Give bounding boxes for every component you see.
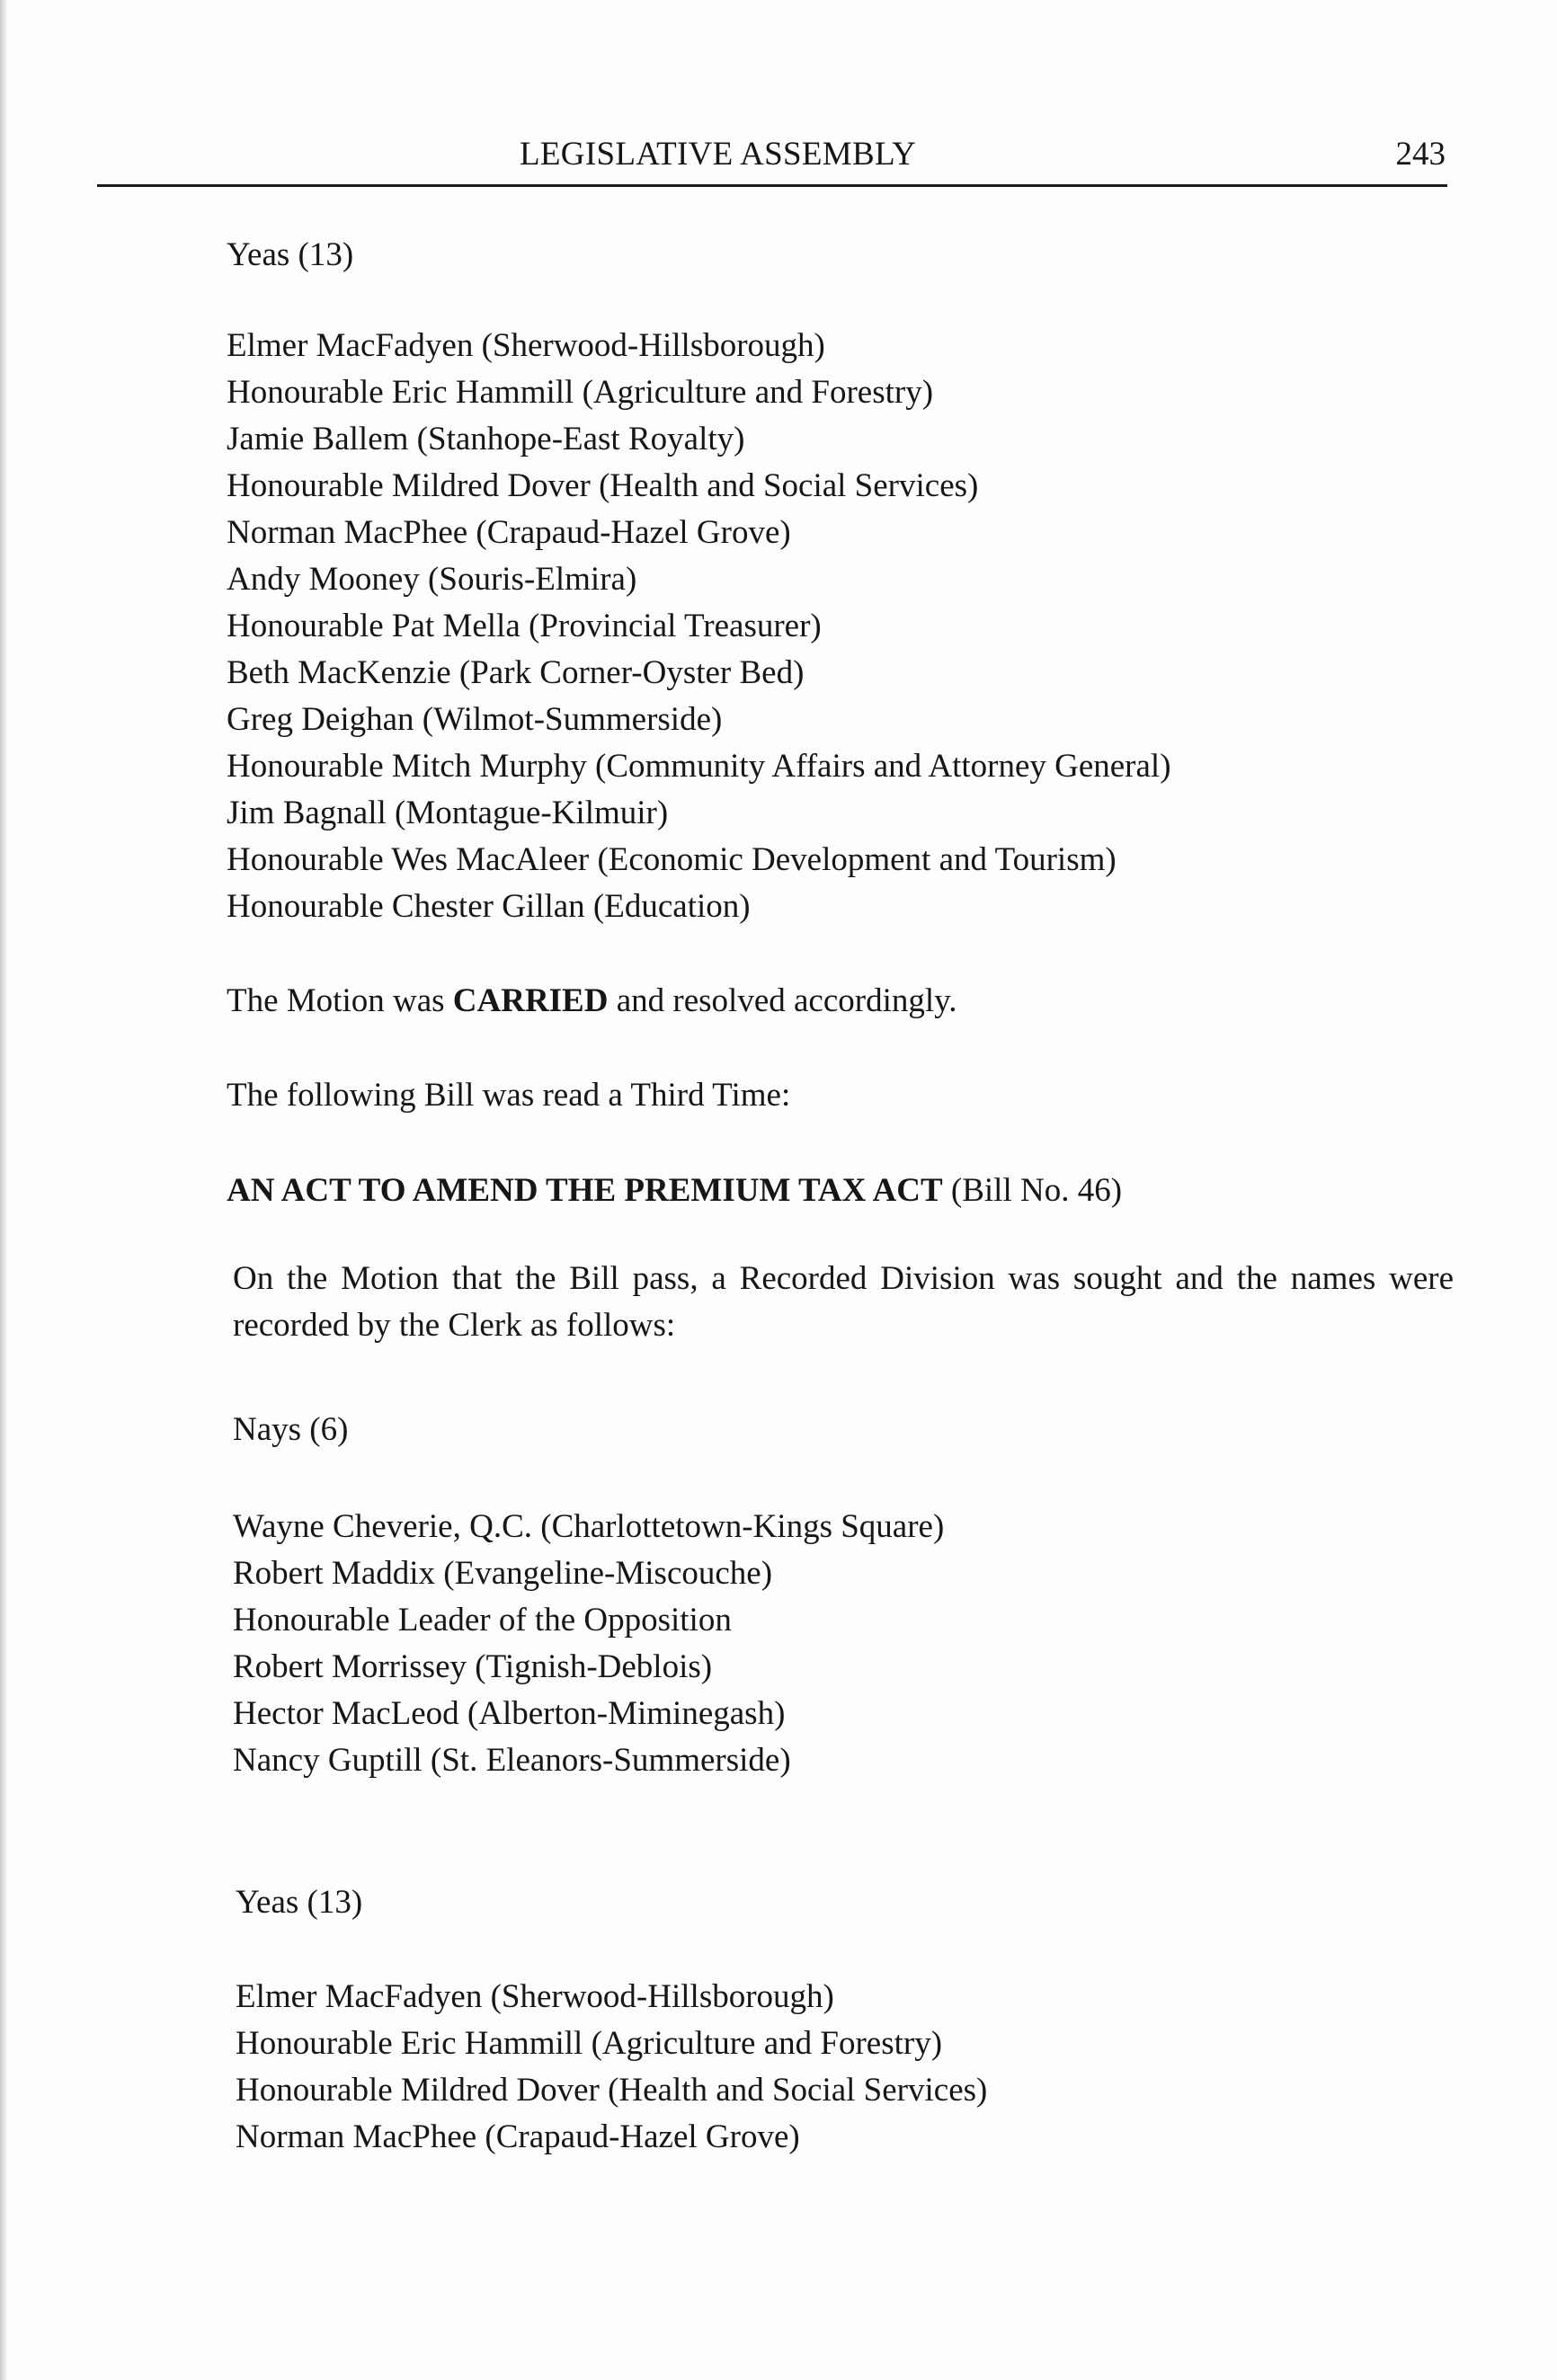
list-item: Robert Morrissey (Tignish-Deblois): [233, 1648, 713, 1685]
nays-heading: Nays (6): [233, 1411, 349, 1448]
yeas-heading: Yeas (13): [227, 236, 354, 273]
bill-title: [227, 1174, 1122, 1207]
list-item: Honourable Mitch Murphy (Community Affairs and Attorney General): [227, 748, 1171, 785]
bill-number: (Bill No. 46): [942, 1172, 1123, 1209]
list-item: Jamie Ballem (Stanhope-East Royalty): [227, 421, 745, 457]
motion-result-text: The Motion was: [227, 982, 453, 1019]
yeas-heading: Yeas (13): [236, 1884, 363, 1921]
list-item: Nancy Guptill (St. Eleanors-Summerside): [233, 1742, 791, 1779]
list-item: Honourable Eric Hammill (Agriculture and Forestry): [236, 2025, 943, 2062]
list-item: Andy Mooney (Souris-Elmira): [227, 561, 637, 598]
list-item: Elmer MacFadyen (Sherwood-Hillsborough): [236, 1978, 834, 2015]
motion-result: [227, 984, 956, 1017]
motion-result-text: and resolved accordingly.: [608, 982, 957, 1019]
bill-name: AN ACT TO AMEND THE PREMIUM TAX ACT: [227, 1172, 943, 1209]
list-item: Hector MacLeod (Alberton-Miminegash): [233, 1695, 786, 1732]
third-reading-intro: The following Bill was read a Third Time:: [227, 1077, 791, 1114]
scan-shadow-edge: [0, 0, 8, 2380]
motion-result-emphasis: CARRIED: [452, 982, 609, 1019]
list-item: Honourable Wes MacAleer (Economic Development and Tourism): [227, 841, 1117, 878]
list-item: Wayne Cheverie, Q.C. (Charlottetown-Kings Square): [233, 1508, 945, 1545]
list-item: Honourable Eric Hammill (Agriculture and Forestry): [227, 374, 934, 411]
list-item: Honourable Mildred Dover (Health and Social Services): [227, 467, 979, 504]
list-item: Beth MacKenzie (Park Corner-Oyster Bed): [227, 654, 805, 691]
list-item: Elmer MacFadyen (Sherwood-Hillsborough): [227, 327, 825, 364]
list-item: Honourable Chester Gillan (Education): [227, 888, 751, 925]
list-item: Honourable Leader of the Opposition: [233, 1602, 732, 1638]
list-item: Norman MacPhee (Crapaud-Hazel Grove): [236, 2118, 800, 2155]
list-item: Norman MacPhee (Crapaud-Hazel Grove): [227, 514, 791, 551]
list-item: Greg Deighan (Wilmot-Summerside): [227, 701, 723, 738]
header-rule: [97, 184, 1447, 187]
page-number: 243: [1395, 136, 1446, 173]
list-item: Honourable Pat Mella (Provincial Treasurer): [227, 608, 822, 644]
list-item: Robert Maddix (Evangeline-Miscouche): [233, 1555, 773, 1592]
division-paragraph: On the Motion that the Bill pass, a Recorded Division was sought and the names were recorded by the Clerk as follows:: [233, 1260, 1454, 1344]
header-title: LEGISLATIVE ASSEMBLY: [520, 136, 917, 173]
list-item: Honourable Mildred Dover (Health and Social Services): [236, 2072, 988, 2109]
list-item: Jim Bagnall (Montague-Kilmuir): [227, 795, 669, 831]
running-header: [97, 135, 1446, 189]
